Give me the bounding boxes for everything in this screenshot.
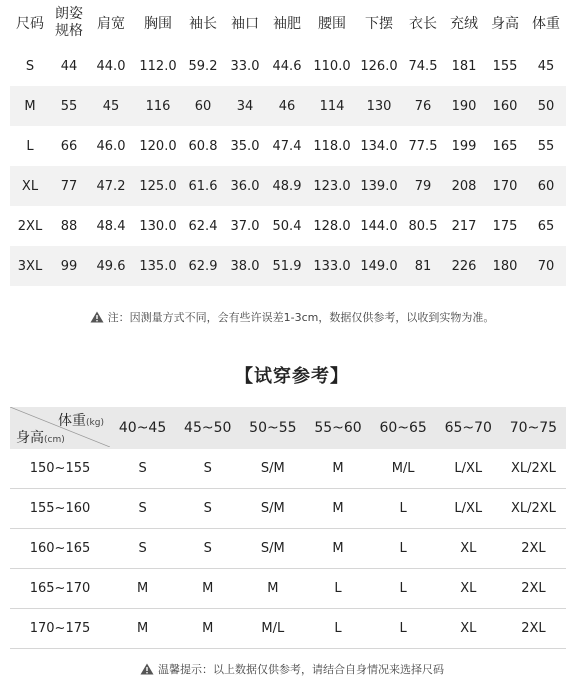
- header-height: 身高: [491, 16, 519, 32]
- recommended-size: 2XL: [501, 609, 566, 649]
- size-value: 133.0: [308, 246, 356, 286]
- height-range: 155~160: [10, 489, 110, 529]
- size-value: 45: [88, 86, 134, 126]
- size-value: 47.2: [88, 166, 134, 206]
- warning-triangle-icon: [140, 663, 154, 675]
- weight-range-0: 40~45: [110, 407, 175, 449]
- recommended-size: L/XL: [436, 489, 501, 529]
- size-value: 66: [50, 126, 88, 166]
- size-value: 170: [484, 166, 526, 206]
- size-value: 34: [224, 86, 266, 126]
- fit-header-row: [10, 407, 566, 449]
- fit-row: [10, 569, 566, 609]
- weight-range-2: 50~55: [240, 407, 305, 449]
- size-value: 38.0: [224, 246, 266, 286]
- size-label: L: [10, 126, 50, 166]
- size-value: 110.0: [308, 46, 356, 86]
- header-langzi-line1: 朗姿: [55, 6, 83, 22]
- recommended-size: S/M: [240, 489, 305, 529]
- size-value: 190: [444, 86, 484, 126]
- recommended-size: L: [371, 609, 436, 649]
- header-chest: 胸围: [144, 16, 172, 32]
- measurement-note: [0, 309, 584, 325]
- size-value: 36.0: [224, 166, 266, 206]
- size-value: 120.0: [134, 126, 182, 166]
- size-value: 55: [526, 126, 566, 166]
- recommended-size: L: [371, 489, 436, 529]
- size-value: 208: [444, 166, 484, 206]
- size-value: 60: [526, 166, 566, 206]
- size-value: 130: [356, 86, 402, 126]
- fit-row: [10, 489, 566, 529]
- size-label: 2XL: [10, 206, 50, 246]
- weight-range-5: 65~70: [436, 407, 501, 449]
- recommended-size: L: [371, 529, 436, 569]
- recommended-size: XL: [436, 529, 501, 569]
- header-size: 尺码: [16, 16, 44, 32]
- height-range: 170~175: [10, 609, 110, 649]
- size-value: 46.0: [88, 126, 134, 166]
- header-sleeve-length: 袖长: [189, 16, 217, 32]
- fit-row: [10, 609, 566, 649]
- size-value: 62.9: [182, 246, 224, 286]
- header-waist: 腰围: [318, 16, 346, 32]
- size-label: 3XL: [10, 246, 50, 286]
- size-row: [10, 126, 566, 166]
- recommended-size: M: [110, 569, 175, 609]
- size-value: 99: [50, 246, 88, 286]
- fit-corner-cell: [10, 407, 110, 449]
- size-value: 51.9: [266, 246, 308, 286]
- size-chart: [10, 0, 566, 286]
- recommended-size: 2XL: [501, 569, 566, 609]
- recommended-size: M: [240, 569, 305, 609]
- size-value: 181: [444, 46, 484, 86]
- size-value: 130.0: [134, 206, 182, 246]
- size-value: 60.8: [182, 126, 224, 166]
- size-value: 165: [484, 126, 526, 166]
- fit-reference-table: [10, 407, 566, 649]
- size-value: 76: [402, 86, 444, 126]
- size-chart-header-row: [10, 0, 566, 46]
- recommended-size: L: [305, 609, 370, 649]
- recommended-size: S: [175, 449, 240, 489]
- weight-range-1: 45~50: [175, 407, 240, 449]
- fit-reference: [10, 407, 566, 649]
- size-value: 175: [484, 206, 526, 246]
- size-value: 59.2: [182, 46, 224, 86]
- size-row: [10, 86, 566, 126]
- recommended-size: 2XL: [501, 529, 566, 569]
- recommended-size: S: [175, 529, 240, 569]
- size-value: 118.0: [308, 126, 356, 166]
- corner-height-label: 身高(cm): [16, 430, 65, 446]
- recommended-size: S: [110, 489, 175, 529]
- size-chart-table: [10, 0, 566, 286]
- size-value: 80.5: [402, 206, 444, 246]
- header-hem: 下摆: [365, 16, 393, 32]
- size-value: 62.4: [182, 206, 224, 246]
- recommended-size: XL: [436, 569, 501, 609]
- size-value: 55: [50, 86, 88, 126]
- recommended-size: S/M: [240, 529, 305, 569]
- size-value: 125.0: [134, 166, 182, 206]
- size-value: 65: [526, 206, 566, 246]
- size-value: 37.0: [224, 206, 266, 246]
- size-value: 49.6: [88, 246, 134, 286]
- recommended-size: L/XL: [436, 449, 501, 489]
- size-value: 135.0: [134, 246, 182, 286]
- size-value: 134.0: [356, 126, 402, 166]
- size-value: 81: [402, 246, 444, 286]
- recommended-size: XL/2XL: [501, 489, 566, 529]
- size-value: 88: [50, 206, 88, 246]
- size-value: 77: [50, 166, 88, 206]
- size-value: 46: [266, 86, 308, 126]
- size-value: 199: [444, 126, 484, 166]
- tip-note-text: 温馨提示：以上数据仅供参考，请结合自身情况来选择尺码: [158, 663, 444, 676]
- recommended-size: M: [305, 529, 370, 569]
- header-langzi-spec: [50, 0, 88, 46]
- size-value: 217: [444, 206, 484, 246]
- height-range: 150~155: [10, 449, 110, 489]
- recommended-size: L: [305, 569, 370, 609]
- size-value: 160: [484, 86, 526, 126]
- weight-range-3: 55~60: [305, 407, 370, 449]
- recommended-size: M: [110, 609, 175, 649]
- size-value: 48.4: [88, 206, 134, 246]
- size-row: [10, 206, 566, 246]
- size-value: 155: [484, 46, 526, 86]
- height-range: 165~170: [10, 569, 110, 609]
- weight-range-4: 60~65: [371, 407, 436, 449]
- size-value: 44.0: [88, 46, 134, 86]
- size-value: 48.9: [266, 166, 308, 206]
- size-value: 123.0: [308, 166, 356, 206]
- recommended-size: S: [175, 489, 240, 529]
- header-langzi-line2: 规格: [55, 23, 83, 39]
- size-value: 112.0: [134, 46, 182, 86]
- size-value: 226: [444, 246, 484, 286]
- recommended-size: M: [305, 449, 370, 489]
- fit-row: [10, 529, 566, 569]
- recommended-size: S: [110, 529, 175, 569]
- recommended-size: M: [305, 489, 370, 529]
- size-row: [10, 246, 566, 286]
- warning-triangle-icon: [90, 311, 104, 323]
- size-value: 139.0: [356, 166, 402, 206]
- header-weight: 体重: [532, 16, 560, 32]
- recommended-size: XL/2XL: [501, 449, 566, 489]
- recommended-size: L: [371, 569, 436, 609]
- size-value: 149.0: [356, 246, 402, 286]
- size-row: [10, 166, 566, 206]
- recommended-size: S/M: [240, 449, 305, 489]
- size-value: 44: [50, 46, 88, 86]
- size-value: 128.0: [308, 206, 356, 246]
- recommended-size: XL: [436, 609, 501, 649]
- size-value: 144.0: [356, 206, 402, 246]
- size-value: 126.0: [356, 46, 402, 86]
- size-value: 74.5: [402, 46, 444, 86]
- size-value: 70: [526, 246, 566, 286]
- size-value: 61.6: [182, 166, 224, 206]
- size-value: 77.5: [402, 126, 444, 166]
- size-row: [10, 46, 566, 86]
- header-down-fill: 充绒: [450, 16, 478, 32]
- size-value: 180: [484, 246, 526, 286]
- weight-range-6: 70~75: [501, 407, 566, 449]
- size-label: S: [10, 46, 50, 86]
- size-value: 50: [526, 86, 566, 126]
- header-cuff: 袖口: [231, 16, 259, 32]
- header-shoulder: 肩宽: [97, 16, 125, 32]
- size-label: M: [10, 86, 50, 126]
- size-value: 44.6: [266, 46, 308, 86]
- recommended-size: S: [110, 449, 175, 489]
- size-value: 79: [402, 166, 444, 206]
- fit-row: [10, 449, 566, 489]
- size-value: 60: [182, 86, 224, 126]
- height-range: 160~165: [10, 529, 110, 569]
- header-length: 衣长: [409, 16, 437, 32]
- measurement-note-text: 注：因测量方式不同，会有些许误差1-3cm，数据仅供参考，以收到实物为准。: [107, 311, 495, 324]
- size-value: 114: [308, 86, 356, 126]
- recommended-size: M: [175, 609, 240, 649]
- size-value: 47.4: [266, 126, 308, 166]
- recommended-size: M: [175, 569, 240, 609]
- size-value: 45: [526, 46, 566, 86]
- size-value: 33.0: [224, 46, 266, 86]
- section-title: 【试穿参考】: [235, 366, 349, 387]
- recommended-size: M/L: [371, 449, 436, 489]
- corner-weight-label: 体重(kg): [58, 413, 104, 429]
- size-label: XL: [10, 166, 50, 206]
- size-value: 116: [134, 86, 182, 126]
- size-value: 50.4: [266, 206, 308, 246]
- size-value: 35.0: [224, 126, 266, 166]
- recommended-size: M/L: [240, 609, 305, 649]
- header-sleeve-width: 袖肥: [273, 16, 301, 32]
